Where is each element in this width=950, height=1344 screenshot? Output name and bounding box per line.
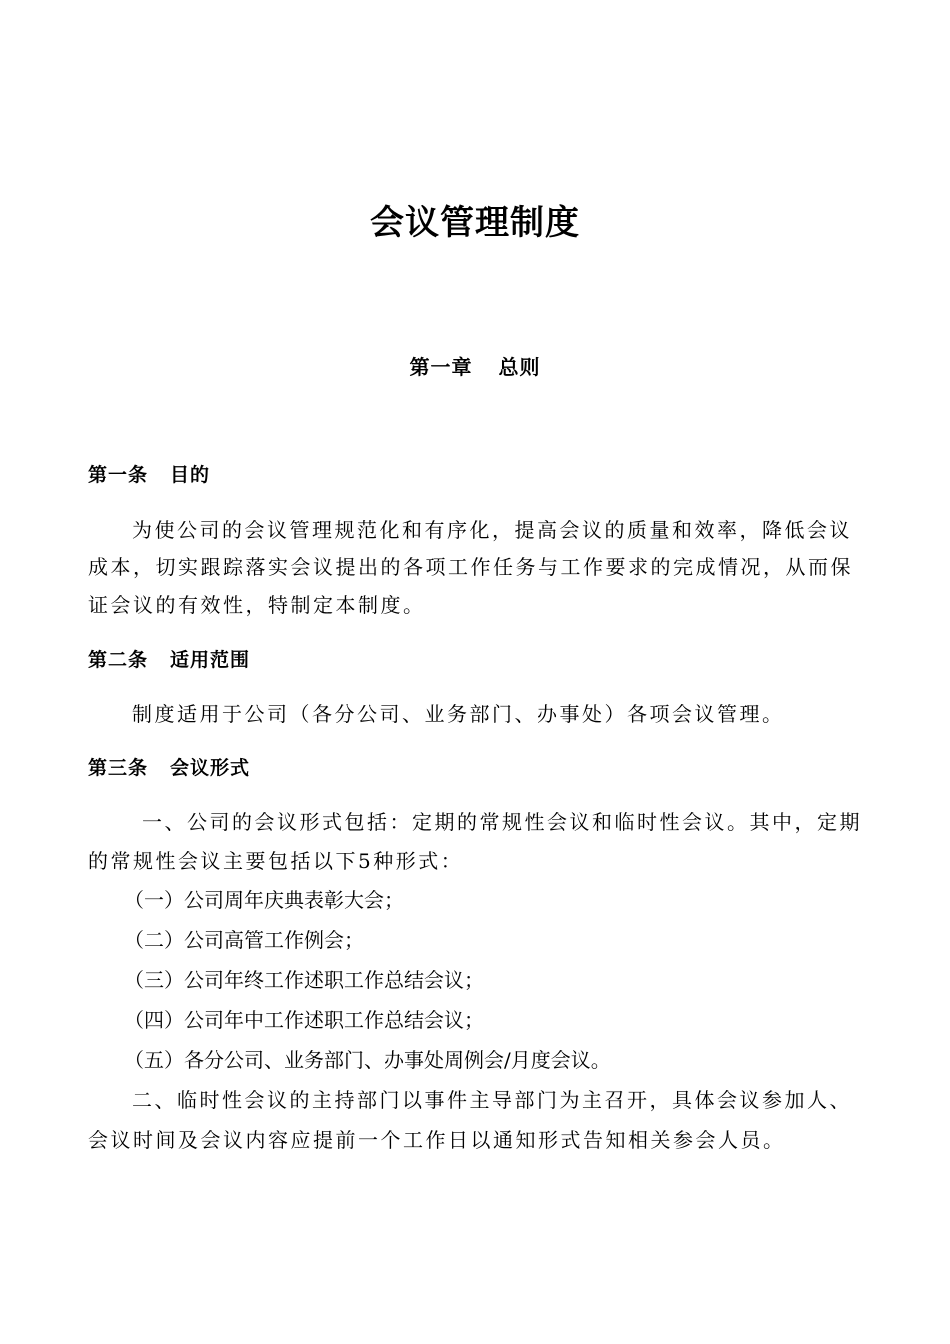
- article-3-item-1: （一）公司周年庆典表彰大会；: [124, 888, 404, 912]
- article-heading-1: [88, 460, 210, 490]
- chapter-name: 总则: [498, 355, 541, 379]
- article-heading-3: [88, 753, 250, 783]
- article-2-line-1: 制度适用于公司（各分公司、业务部门、办事处）各项会议管理。: [132, 702, 785, 726]
- article-1-line-3: 证会议的有效性，特制定本制度。: [88, 593, 426, 617]
- article-3-item-5: （五）各分公司、业务部门、办事处周例会/月度会议。: [124, 1048, 611, 1072]
- article-number: 第二条: [88, 649, 149, 671]
- article-name: 适用范围: [170, 649, 251, 671]
- chapter-heading: [0, 350, 950, 384]
- article-1-line-1: 为使公司的会议管理规范化和有序化，提高会议的质量和效率，降低会议: [132, 518, 852, 542]
- article-3-line-2: 的常规性会议主要包括以下5种形式：: [88, 849, 464, 873]
- document-title: 会议管理制度: [370, 203, 580, 243]
- article-1-line-2: 成本，切实跟踪落实会议提出的各项工作任务与工作要求的完成情况，从而保: [88, 555, 853, 579]
- article-3-item-2: （二）公司高管工作例会；: [124, 928, 364, 952]
- article-name: 目的: [170, 464, 211, 486]
- article-3-item-4: （四）公司年中工作述职工作总结会议；: [124, 1008, 484, 1032]
- article-3-line-8: 二、临时性会议的主持部门以事件主导部门为主召开，具体会议参加人、: [132, 1088, 852, 1112]
- article-number: 第三条: [88, 757, 149, 779]
- article-number: 第一条: [88, 464, 149, 486]
- article-name: 会议形式: [170, 757, 251, 779]
- chapter-number: 第一章: [409, 355, 473, 379]
- article-3-line-9: 会议时间及会议内容应提前一个工作日以通知形式告知相关参会人员。: [88, 1128, 786, 1152]
- article-heading-2: [88, 645, 250, 675]
- article-3-item-3: （三）公司年终工作述职工作总结会议；: [124, 968, 484, 992]
- article-3-line-1: 一、公司的会议形式包括：定期的常规性会议和临时性会议。其中，定期: [142, 810, 862, 834]
